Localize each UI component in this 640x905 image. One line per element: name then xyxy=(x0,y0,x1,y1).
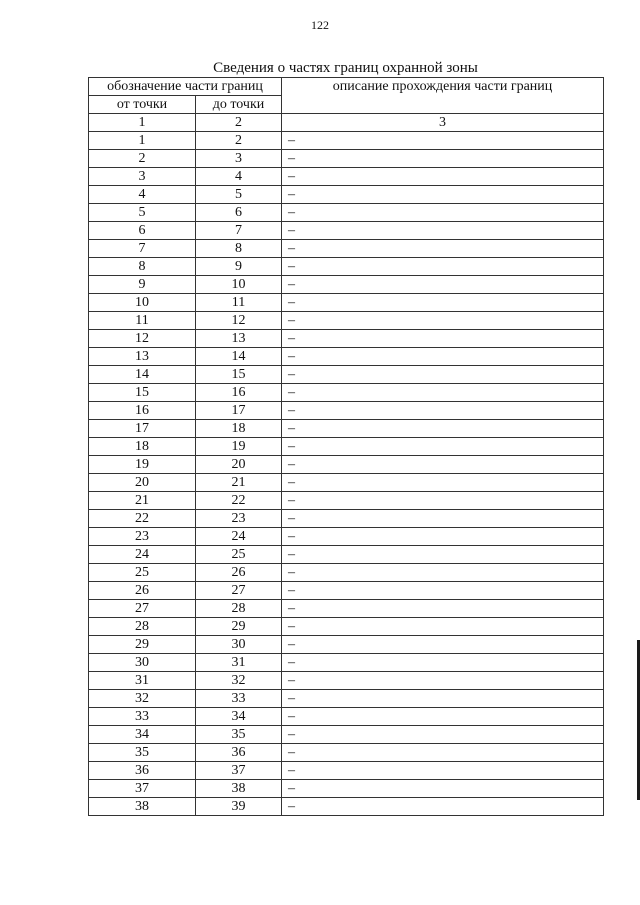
description-cell: – xyxy=(282,240,604,258)
from-point-cell: 27 xyxy=(89,600,196,618)
description-cell: – xyxy=(282,276,604,294)
from-point-cell: 19 xyxy=(89,456,196,474)
table-row xyxy=(89,708,604,726)
to-point-cell: 25 xyxy=(196,546,282,564)
to-point-cell: 31 xyxy=(196,654,282,672)
description-cell: – xyxy=(282,474,604,492)
table-row xyxy=(89,438,604,456)
from-point-cell: 15 xyxy=(89,384,196,402)
table-row xyxy=(89,186,604,204)
description-cell: – xyxy=(282,672,604,690)
from-point-cell: 26 xyxy=(89,582,196,600)
from-point-cell: 37 xyxy=(89,780,196,798)
column-index-row xyxy=(89,114,604,132)
from-point-cell: 31 xyxy=(89,672,196,690)
from-point-cell: 36 xyxy=(89,762,196,780)
table-row xyxy=(89,492,604,510)
from-point-cell: 38 xyxy=(89,798,196,816)
table-row xyxy=(89,564,604,582)
description-cell: – xyxy=(282,330,604,348)
table-header xyxy=(89,78,604,114)
description-cell: – xyxy=(282,654,604,672)
from-point-cell: 35 xyxy=(89,744,196,762)
description-cell: – xyxy=(282,618,604,636)
description-cell: – xyxy=(282,582,604,600)
from-point-cell: 11 xyxy=(89,312,196,330)
description-cell: – xyxy=(282,438,604,456)
to-point-cell: 21 xyxy=(196,474,282,492)
description-cell: – xyxy=(282,762,604,780)
from-point-cell: 5 xyxy=(89,204,196,222)
to-point-cell: 15 xyxy=(196,366,282,384)
to-point-cell: 3 xyxy=(196,150,282,168)
to-point-cell: 13 xyxy=(196,330,282,348)
to-point-cell: 11 xyxy=(196,294,282,312)
table-row xyxy=(89,654,604,672)
description-cell: – xyxy=(282,222,604,240)
from-point-cell: 24 xyxy=(89,546,196,564)
to-point-cell: 26 xyxy=(196,564,282,582)
description-cell: – xyxy=(282,420,604,438)
from-point-cell: 23 xyxy=(89,528,196,546)
to-point-cell: 18 xyxy=(196,420,282,438)
header-from-point: от точки xyxy=(89,96,196,114)
to-point-cell: 14 xyxy=(196,348,282,366)
table-row xyxy=(89,762,604,780)
from-point-cell: 21 xyxy=(89,492,196,510)
from-point-cell: 9 xyxy=(89,276,196,294)
description-cell: – xyxy=(282,744,604,762)
from-point-cell: 18 xyxy=(89,438,196,456)
table-row xyxy=(89,546,604,564)
description-cell: – xyxy=(282,186,604,204)
table-row xyxy=(89,384,604,402)
to-point-cell: 32 xyxy=(196,672,282,690)
description-cell: – xyxy=(282,456,604,474)
description-cell: – xyxy=(282,600,604,618)
table-row xyxy=(89,204,604,222)
to-point-cell: 17 xyxy=(196,402,282,420)
description-cell: – xyxy=(282,708,604,726)
table-row xyxy=(89,600,604,618)
from-point-cell: 2 xyxy=(89,150,196,168)
to-point-cell: 37 xyxy=(196,762,282,780)
to-point-cell: 39 xyxy=(196,798,282,816)
table-row xyxy=(89,582,604,600)
description-cell: – xyxy=(282,366,604,384)
from-point-cell: 32 xyxy=(89,690,196,708)
from-point-cell: 30 xyxy=(89,654,196,672)
to-point-cell: 29 xyxy=(196,618,282,636)
table-row xyxy=(89,456,604,474)
table-row xyxy=(89,726,604,744)
to-point-cell: 6 xyxy=(196,204,282,222)
header-boundary-designation: обозначение части границ xyxy=(89,78,282,96)
from-point-cell: 3 xyxy=(89,168,196,186)
to-point-cell: 4 xyxy=(196,168,282,186)
description-cell: – xyxy=(282,168,604,186)
boundary-parts-table xyxy=(88,77,604,816)
description-cell: – xyxy=(282,312,604,330)
column-index-2: 2 xyxy=(196,114,282,132)
table-row xyxy=(89,276,604,294)
description-cell: – xyxy=(282,546,604,564)
to-point-cell: 7 xyxy=(196,222,282,240)
description-cell: – xyxy=(282,726,604,744)
from-point-cell: 14 xyxy=(89,366,196,384)
from-point-cell: 28 xyxy=(89,618,196,636)
table-row xyxy=(89,672,604,690)
to-point-cell: 10 xyxy=(196,276,282,294)
table-row xyxy=(89,636,604,654)
to-point-cell: 34 xyxy=(196,708,282,726)
description-cell: – xyxy=(282,510,604,528)
table-row xyxy=(89,402,604,420)
table-row xyxy=(89,618,604,636)
table-row xyxy=(89,690,604,708)
to-point-cell: 28 xyxy=(196,600,282,618)
header-to-point: до точки xyxy=(196,96,282,114)
to-point-cell: 27 xyxy=(196,582,282,600)
description-cell: – xyxy=(282,690,604,708)
table-row xyxy=(89,294,604,312)
table-row xyxy=(89,312,604,330)
description-cell: – xyxy=(282,528,604,546)
description-cell: – xyxy=(282,780,604,798)
table-row xyxy=(89,528,604,546)
table-title: Сведения о частях границ охранной зоны xyxy=(213,60,478,76)
table-row xyxy=(89,510,604,528)
to-point-cell: 23 xyxy=(196,510,282,528)
from-point-cell: 4 xyxy=(89,186,196,204)
from-point-cell: 1 xyxy=(89,132,196,150)
description-cell: – xyxy=(282,798,604,816)
from-point-cell: 16 xyxy=(89,402,196,420)
to-point-cell: 9 xyxy=(196,258,282,276)
from-point-cell: 13 xyxy=(89,348,196,366)
to-point-cell: 8 xyxy=(196,240,282,258)
table-row xyxy=(89,420,604,438)
table-row xyxy=(89,366,604,384)
description-cell: – xyxy=(282,384,604,402)
table-row xyxy=(89,240,604,258)
table-row xyxy=(89,168,604,186)
table-row xyxy=(89,222,604,240)
to-point-cell: 20 xyxy=(196,456,282,474)
to-point-cell: 12 xyxy=(196,312,282,330)
to-point-cell: 30 xyxy=(196,636,282,654)
to-point-cell: 5 xyxy=(196,186,282,204)
to-point-cell: 24 xyxy=(196,528,282,546)
table-row xyxy=(89,780,604,798)
table-row xyxy=(89,744,604,762)
table-row xyxy=(89,348,604,366)
from-point-cell: 12 xyxy=(89,330,196,348)
table-row xyxy=(89,474,604,492)
from-point-cell: 22 xyxy=(89,510,196,528)
page-number: 122 xyxy=(311,18,329,32)
header-description: описание прохождения части границ xyxy=(282,78,604,114)
table-row xyxy=(89,132,604,150)
to-point-cell: 22 xyxy=(196,492,282,510)
from-point-cell: 7 xyxy=(89,240,196,258)
from-point-cell: 20 xyxy=(89,474,196,492)
from-point-cell: 25 xyxy=(89,564,196,582)
to-point-cell: 16 xyxy=(196,384,282,402)
from-point-cell: 33 xyxy=(89,708,196,726)
description-cell: – xyxy=(282,564,604,582)
description-cell: – xyxy=(282,348,604,366)
description-cell: – xyxy=(282,258,604,276)
from-point-cell: 10 xyxy=(89,294,196,312)
boundary-table-container xyxy=(88,77,603,816)
to-point-cell: 38 xyxy=(196,780,282,798)
description-cell: – xyxy=(282,204,604,222)
description-cell: – xyxy=(282,636,604,654)
column-index-3: 3 xyxy=(282,114,604,132)
column-index-1: 1 xyxy=(89,114,196,132)
description-cell: – xyxy=(282,492,604,510)
from-point-cell: 34 xyxy=(89,726,196,744)
table-row xyxy=(89,258,604,276)
table-row xyxy=(89,150,604,168)
from-point-cell: 8 xyxy=(89,258,196,276)
to-point-cell: 19 xyxy=(196,438,282,456)
description-cell: – xyxy=(282,150,604,168)
to-point-cell: 33 xyxy=(196,690,282,708)
from-point-cell: 6 xyxy=(89,222,196,240)
to-point-cell: 36 xyxy=(196,744,282,762)
to-point-cell: 35 xyxy=(196,726,282,744)
to-point-cell: 2 xyxy=(196,132,282,150)
table-row xyxy=(89,798,604,816)
from-point-cell: 17 xyxy=(89,420,196,438)
description-cell: – xyxy=(282,402,604,420)
table-row xyxy=(89,330,604,348)
table-body xyxy=(89,114,604,816)
description-cell: – xyxy=(282,132,604,150)
from-point-cell: 29 xyxy=(89,636,196,654)
description-cell: – xyxy=(282,294,604,312)
header-row-top xyxy=(89,78,604,96)
